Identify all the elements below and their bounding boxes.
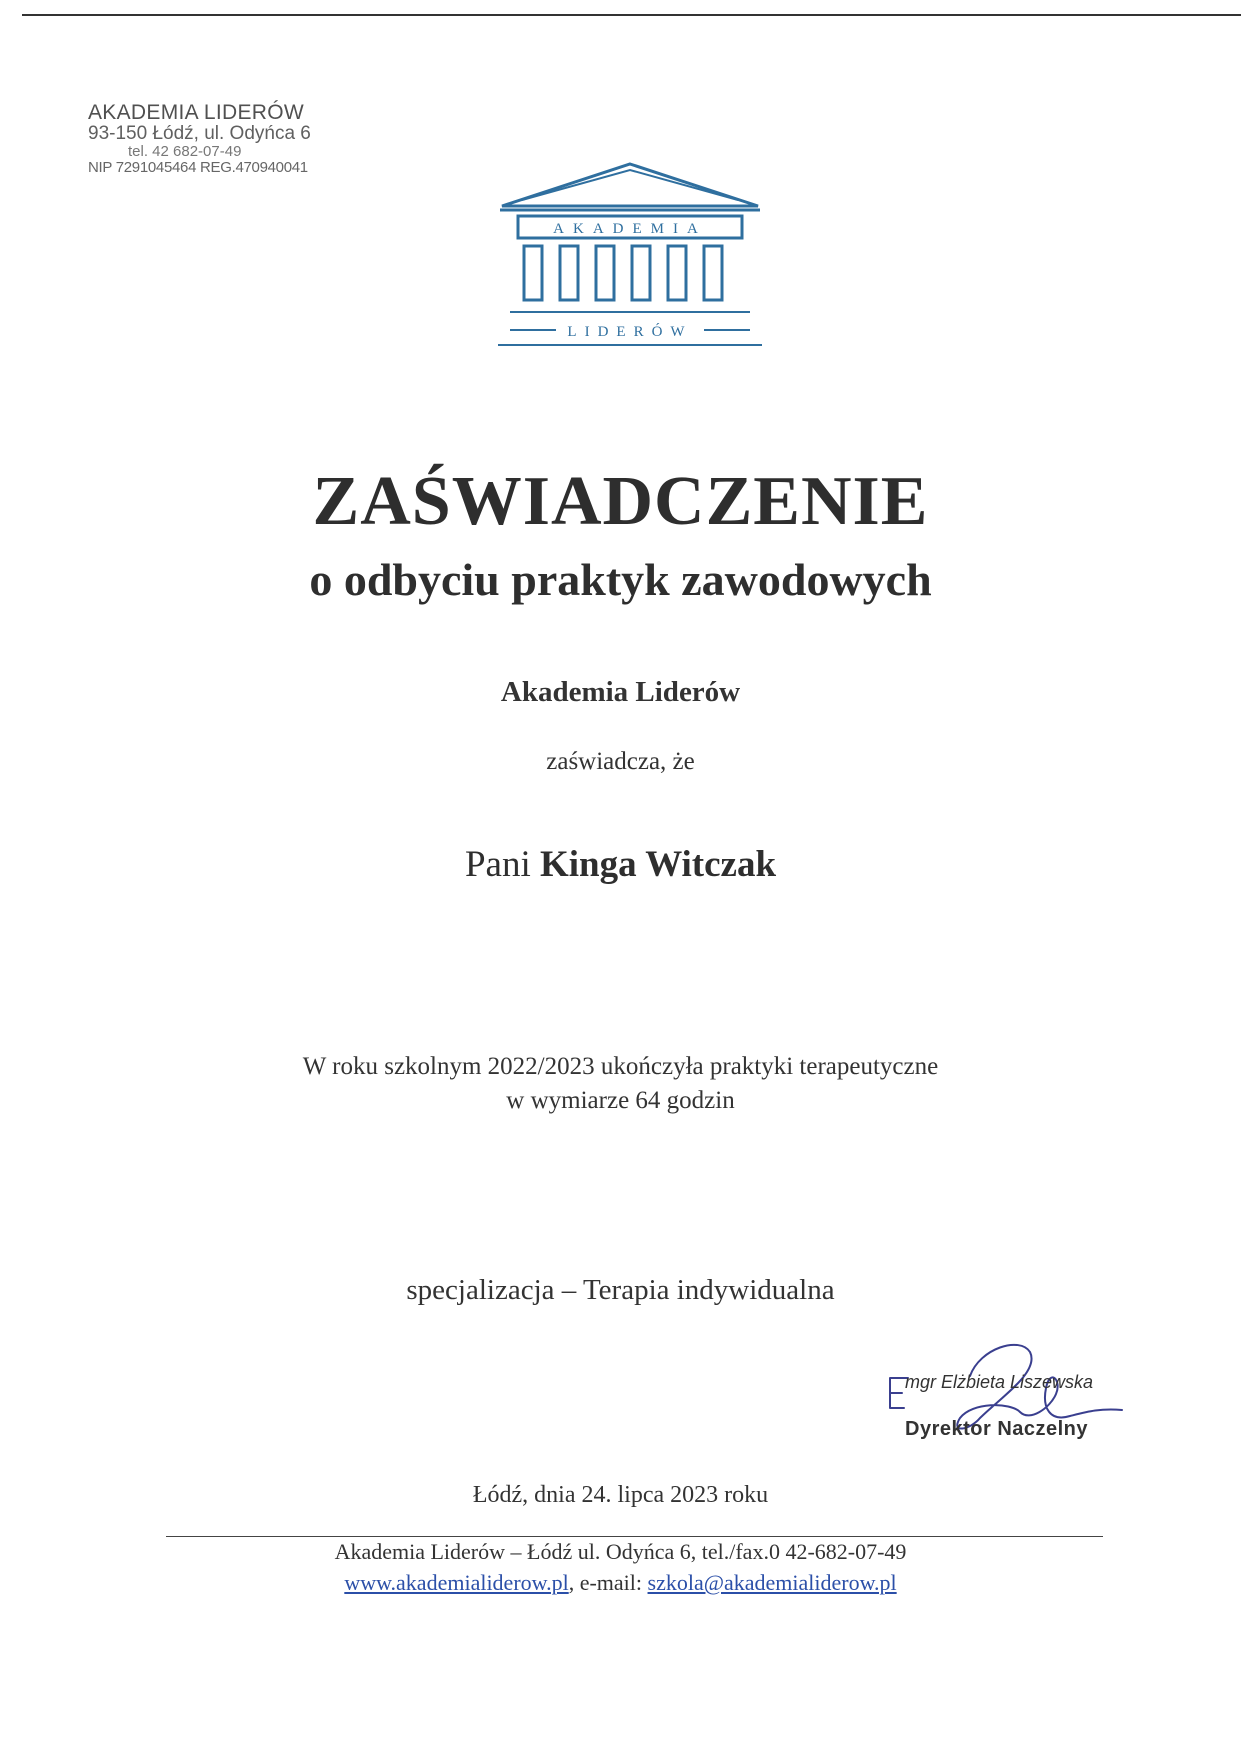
email-label: , e-mail: [568,1570,648,1595]
document-title: ZAŚWIADCZENIE [312,463,929,540]
footer-address: Akademia Liderów – Łódź ul. Odyńca 6, tel./fax.0 42-682-07-49 [334,1539,907,1564]
signatory-title: Dyrektor Naczelny [905,1418,1089,1440]
recipient [0,843,1241,886]
stamp-line-address: 93-150 Łódź, ul. Odyńca 6 [88,123,311,145]
academy-logo [496,162,764,348]
date-line: Łódź, dnia 24. lipca 2023 roku [472,1482,769,1508]
footer-contacts [0,1570,1241,1596]
stamp-line-name: AKADEMIA LIDERÓW [88,101,305,124]
recipient-salutation: Pani [464,844,531,885]
recipient-name: Kinga Witczak [539,844,777,885]
top-border-line [22,14,1241,16]
document-subtitle: o odbyciu praktyk zawodowych [309,554,932,605]
email-link[interactable]: szkola@akademialiderow.pl [647,1570,897,1595]
body-line-2: w wymiarze 64 godzin [506,1087,735,1114]
specialization: specjalizacja – Terapia indywidualna [406,1274,835,1306]
company-stamp [88,102,328,175]
stamp-line-registration: NIP 7291045464 REG.470940041 [88,158,308,176]
body-line-1: W roku szkolnym 2022/2023 ukończyła praktyki terapeutyczne [302,1053,939,1080]
stamp-line-phone: tel. 42 682-07-49 [128,142,242,160]
logo-top-word: AKADEMIA [553,221,707,237]
website-link[interactable]: www.akademialiderow.pl [344,1570,569,1595]
signatory-name: mgr Elżbieta Liszewska [905,1372,1094,1392]
logo-bottom-word: LIDERÓW [567,324,693,340]
footer-divider [166,1536,1103,1537]
certifies-text: zaświadcza, że [546,748,695,775]
organization-name: Akademia Liderów [500,676,741,708]
